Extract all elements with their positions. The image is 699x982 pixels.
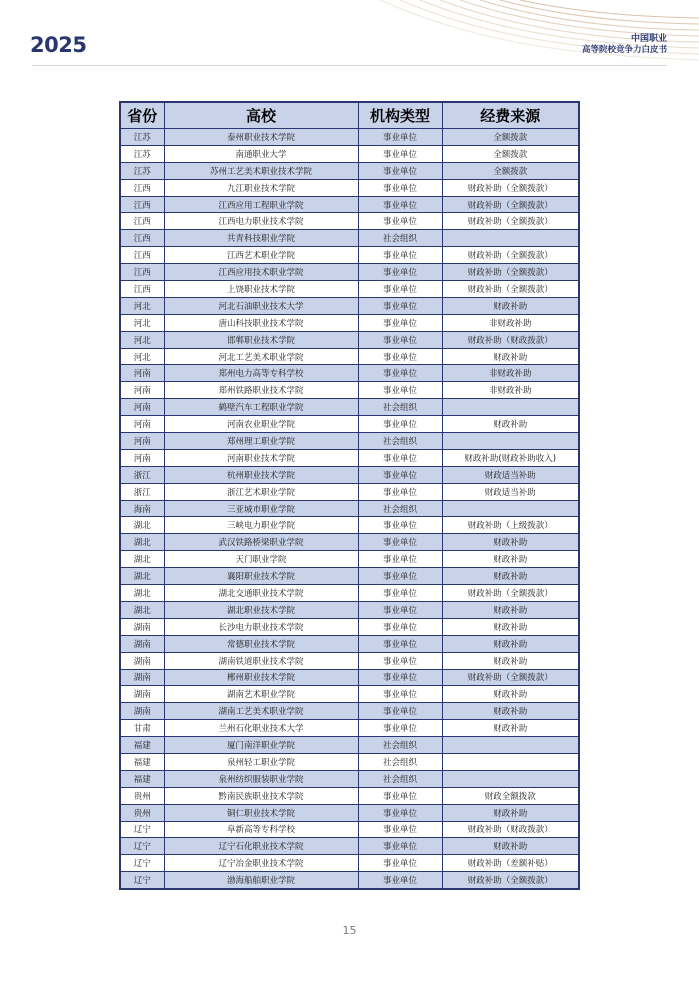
table-row [120, 247, 579, 264]
column-header-province: 省份 [120, 102, 164, 129]
table-header-row [120, 102, 579, 129]
header-divider [32, 65, 667, 66]
table-row [120, 179, 579, 196]
cell-funding [442, 399, 579, 416]
table-row [120, 297, 579, 314]
cell-org-type: 社会组织 [358, 770, 442, 787]
cell-province: 海南 [120, 500, 164, 517]
cell-school: 湖北职业技术学院 [164, 601, 358, 618]
cell-province: 河北 [120, 297, 164, 314]
cell-funding: 财政补助（全额拨款） [442, 264, 579, 281]
cell-school: 鹤壁汽车工程职业学院 [164, 399, 358, 416]
cell-province: 湖南 [120, 618, 164, 635]
cell-org-type: 事业单位 [358, 314, 442, 331]
report-brand [582, 34, 667, 56]
cell-school: 湖北交通职业技术学院 [164, 585, 358, 602]
cell-school: 河南农业职业学院 [164, 416, 358, 433]
cell-school: 长沙电力职业技术学院 [164, 618, 358, 635]
cell-funding: 非财政补助 [442, 365, 579, 382]
cell-funding: 财政适当补助 [442, 466, 579, 483]
cell-province: 湖北 [120, 568, 164, 585]
table-row [120, 331, 579, 348]
cell-funding: 财政补助 [442, 551, 579, 568]
table-row [120, 855, 579, 872]
table-row [120, 753, 579, 770]
cell-school: 辽宁冶金职业技术学院 [164, 855, 358, 872]
cell-org-type: 事业单位 [358, 162, 442, 179]
cell-org-type: 事业单位 [358, 872, 442, 889]
table-row [120, 568, 579, 585]
cell-org-type: 社会组织 [358, 230, 442, 247]
cell-province: 河南 [120, 433, 164, 450]
table-row [120, 787, 579, 804]
cell-province: 江西 [120, 196, 164, 213]
cell-org-type: 事业单位 [358, 213, 442, 230]
cell-province: 浙江 [120, 483, 164, 500]
cell-school: 上饶职业技术学院 [164, 281, 358, 298]
cell-funding: 财政补助 [442, 601, 579, 618]
cell-org-type: 事业单位 [358, 534, 442, 551]
cell-school: 三亚城市职业学院 [164, 500, 358, 517]
cell-funding: 财政补助 [442, 416, 579, 433]
cell-province: 江西 [120, 213, 164, 230]
cell-org-type: 事业单位 [358, 331, 442, 348]
institutions-table [119, 101, 580, 890]
table-row [120, 281, 579, 298]
cell-province: 河南 [120, 365, 164, 382]
table-row [120, 314, 579, 331]
brand-line-2: 高等院校竞争力白皮书 [581, 45, 667, 55]
cell-province: 江西 [120, 247, 164, 264]
cell-funding: 财政补助（全额拨款） [442, 213, 579, 230]
cell-org-type: 社会组织 [358, 753, 442, 770]
cell-org-type: 事业单位 [358, 145, 442, 162]
cell-school: 泉州纺织服装职业学院 [164, 770, 358, 787]
cell-school: 唐山科技职业技术学院 [164, 314, 358, 331]
table-row [120, 230, 579, 247]
cell-funding: 财政补助（全额拨款） [442, 196, 579, 213]
column-header-school: 高校 [164, 102, 358, 129]
cell-funding: 财政补助（全额拨款） [442, 669, 579, 686]
cell-school: 苏州工艺美术职业技术学院 [164, 162, 358, 179]
cell-funding: 财政补助（全额拨款） [442, 585, 579, 602]
cell-school: 湖南铁道职业技术学院 [164, 652, 358, 669]
cell-org-type: 事业单位 [358, 669, 442, 686]
cell-org-type: 事业单位 [358, 703, 442, 720]
cell-province: 辽宁 [120, 821, 164, 838]
cell-province: 江西 [120, 264, 164, 281]
cell-school: 兰州石化职业技术大学 [164, 720, 358, 737]
cell-school: 湖南工艺美术职业学院 [164, 703, 358, 720]
cell-school: 杭州职业技术学院 [164, 466, 358, 483]
cell-org-type: 社会组织 [358, 433, 442, 450]
cell-school: 江西艺术职业学院 [164, 247, 358, 264]
page-number: 15 [342, 924, 357, 937]
table-row [120, 838, 579, 855]
table-row [120, 416, 579, 433]
cell-org-type: 事业单位 [358, 517, 442, 534]
table-row [120, 129, 579, 146]
table-row [120, 585, 579, 602]
cell-province: 江苏 [120, 129, 164, 146]
cell-org-type: 事业单位 [358, 264, 442, 281]
cell-funding: 财政补助 [442, 652, 579, 669]
cell-province: 江西 [120, 230, 164, 247]
cell-org-type: 事业单位 [358, 483, 442, 500]
cell-province: 湖北 [120, 551, 164, 568]
cell-funding: 财政补助(财政补助收入) [442, 449, 579, 466]
table-row [120, 737, 579, 754]
cell-org-type: 事业单位 [358, 838, 442, 855]
cell-province: 湖南 [120, 635, 164, 652]
cell-org-type: 事业单位 [358, 601, 442, 618]
cell-org-type: 事业单位 [358, 247, 442, 264]
table-row [120, 382, 579, 399]
cell-org-type: 事业单位 [358, 585, 442, 602]
cell-school: 浙江艺术职业学院 [164, 483, 358, 500]
cell-funding: 财政补助 [442, 686, 579, 703]
cell-funding: 财政补助 [442, 568, 579, 585]
cell-school: 辽宁石化职业技术学院 [164, 838, 358, 855]
cell-province: 河北 [120, 348, 164, 365]
table-row [120, 500, 579, 517]
cell-school: 共青科技职业学院 [164, 230, 358, 247]
cell-funding [442, 770, 579, 787]
cell-school: 郑州电力高等专科学校 [164, 365, 358, 382]
cell-school: 河北工艺美术职业学院 [164, 348, 358, 365]
table-row [120, 534, 579, 551]
cell-org-type: 事业单位 [358, 348, 442, 365]
cell-funding: 财政全额拨款 [442, 787, 579, 804]
table-row [120, 804, 579, 821]
cell-province: 浙江 [120, 466, 164, 483]
cell-org-type: 事业单位 [358, 855, 442, 872]
cell-org-type: 事业单位 [358, 365, 442, 382]
cell-org-type: 事业单位 [358, 297, 442, 314]
cell-school: 三峡电力职业学院 [164, 517, 358, 534]
cell-school: 江西应用工程职业学院 [164, 196, 358, 213]
cell-funding: 财政适当补助 [442, 483, 579, 500]
cell-funding: 财政补助 [442, 297, 579, 314]
cell-funding: 非财政补助 [442, 314, 579, 331]
cell-school: 阜新高等专科学校 [164, 821, 358, 838]
table-row [120, 145, 579, 162]
table-row [120, 770, 579, 787]
table-row [120, 652, 579, 669]
cell-org-type: 事业单位 [358, 787, 442, 804]
cell-org-type: 事业单位 [358, 652, 442, 669]
cell-funding: 财政补助（财政拨款） [442, 331, 579, 348]
table-row [120, 483, 579, 500]
cell-funding: 全额拨款 [442, 162, 579, 179]
cell-province: 河南 [120, 449, 164, 466]
cell-province: 河南 [120, 416, 164, 433]
table-row [120, 669, 579, 686]
cell-province: 河南 [120, 399, 164, 416]
cell-school: 厦门南洋职业学院 [164, 737, 358, 754]
cell-org-type: 事业单位 [358, 551, 442, 568]
cell-school: 湖南艺术职业学院 [164, 686, 358, 703]
cell-org-type: 事业单位 [358, 416, 442, 433]
cell-school: 黔南民族职业技术学院 [164, 787, 358, 804]
cell-province: 辽宁 [120, 838, 164, 855]
cell-school: 河南职业技术学院 [164, 449, 358, 466]
cell-funding [442, 753, 579, 770]
cell-funding: 财政补助（财政拨款） [442, 821, 579, 838]
cell-school: 襄阳职业技术学院 [164, 568, 358, 585]
cell-school: 江西电力职业技术学院 [164, 213, 358, 230]
cell-funding: 财政补助（差额补贴） [442, 855, 579, 872]
cell-org-type: 事业单位 [358, 720, 442, 737]
cell-province: 江西 [120, 179, 164, 196]
column-header-funding: 经费来源 [442, 102, 579, 129]
cell-school: 郴州职业技术学院 [164, 669, 358, 686]
cell-funding: 非财政补助 [442, 382, 579, 399]
cell-funding [442, 500, 579, 517]
cell-funding: 财政补助 [442, 720, 579, 737]
cell-funding: 财政补助（全额拨款） [442, 179, 579, 196]
cell-school: 铜仁职业技术学院 [164, 804, 358, 821]
cell-funding: 财政补助（上级拨款） [442, 517, 579, 534]
cell-org-type: 事业单位 [358, 196, 442, 213]
cell-org-type: 社会组织 [358, 399, 442, 416]
cell-school: 常德职业技术学院 [164, 635, 358, 652]
cell-province: 河北 [120, 331, 164, 348]
table-row [120, 213, 579, 230]
cell-funding: 财政补助 [442, 635, 579, 652]
table-row [120, 449, 579, 466]
cell-school: 泉州轻工职业学院 [164, 753, 358, 770]
cell-province: 湖北 [120, 601, 164, 618]
table-row [120, 551, 579, 568]
cell-org-type: 事业单位 [358, 179, 442, 196]
cell-school: 九江职业技术学院 [164, 179, 358, 196]
cell-funding [442, 737, 579, 754]
cell-province: 湖南 [120, 652, 164, 669]
table-row [120, 821, 579, 838]
cell-funding: 全额拨款 [442, 129, 579, 146]
cell-org-type: 事业单位 [358, 466, 442, 483]
cell-province: 湖北 [120, 534, 164, 551]
table-row [120, 686, 579, 703]
cell-school: 河北石油职业技术大学 [164, 297, 358, 314]
cell-org-type: 事业单位 [358, 568, 442, 585]
table-row [120, 872, 579, 889]
cell-province: 湖南 [120, 669, 164, 686]
cell-funding: 财政补助 [442, 804, 579, 821]
cell-school: 渤海船舶职业学院 [164, 872, 358, 889]
table-row [120, 618, 579, 635]
cell-funding [442, 230, 579, 247]
table-row [120, 703, 579, 720]
table-row [120, 196, 579, 213]
table-row [120, 365, 579, 382]
cell-funding: 财政补助（全额拨款） [442, 872, 579, 889]
cell-province: 湖北 [120, 517, 164, 534]
cell-province: 江西 [120, 281, 164, 298]
table-row [120, 264, 579, 281]
cell-school: 泰州职业技术学院 [164, 129, 358, 146]
cell-province: 湖南 [120, 686, 164, 703]
table-row [120, 601, 579, 618]
cell-province: 湖南 [120, 703, 164, 720]
table-row [120, 399, 579, 416]
cell-org-type: 事业单位 [358, 618, 442, 635]
cell-school: 武汉铁路桥梁职业学院 [164, 534, 358, 551]
cell-school: 江西应用技术职业学院 [164, 264, 358, 281]
cell-province: 河南 [120, 382, 164, 399]
brand-line-1: 中国职业 [630, 34, 667, 44]
cell-school: 郑州理工职业学院 [164, 433, 358, 450]
cell-org-type: 事业单位 [358, 129, 442, 146]
cell-province: 贵州 [120, 804, 164, 821]
cell-funding: 财政补助 [442, 838, 579, 855]
cell-funding: 财政补助 [442, 348, 579, 365]
cell-school: 邯郸职业技术学院 [164, 331, 358, 348]
cell-org-type: 事业单位 [358, 821, 442, 838]
cell-funding: 财政补助 [442, 703, 579, 720]
cell-province: 福建 [120, 753, 164, 770]
cell-province: 江苏 [120, 145, 164, 162]
cell-school: 天门职业学院 [164, 551, 358, 568]
cell-school: 郑州铁路职业技术学院 [164, 382, 358, 399]
cell-province: 福建 [120, 770, 164, 787]
cell-funding: 财政补助 [442, 618, 579, 635]
cell-province: 湖北 [120, 585, 164, 602]
cell-province: 江苏 [120, 162, 164, 179]
cell-org-type: 社会组织 [358, 737, 442, 754]
cell-province: 河北 [120, 314, 164, 331]
cell-province: 甘肃 [120, 720, 164, 737]
cell-funding: 财政补助 [442, 534, 579, 551]
cell-province: 福建 [120, 737, 164, 754]
table-row [120, 433, 579, 450]
cell-org-type: 事业单位 [358, 804, 442, 821]
cell-org-type: 事业单位 [358, 281, 442, 298]
cell-org-type: 事业单位 [358, 382, 442, 399]
table-row [120, 466, 579, 483]
cell-org-type: 事业单位 [358, 449, 442, 466]
cell-org-type: 事业单位 [358, 635, 442, 652]
cell-funding: 财政补助（全额拨款） [442, 281, 579, 298]
report-year: 2025 [30, 33, 87, 57]
table-row [120, 348, 579, 365]
column-header-org-type: 机构类型 [358, 102, 442, 129]
cell-funding: 财政补助（全额拨款） [442, 247, 579, 264]
cell-org-type: 事业单位 [358, 686, 442, 703]
table-row [120, 720, 579, 737]
table-row [120, 162, 579, 179]
cell-funding: 全额拨款 [442, 145, 579, 162]
cell-school: 南通职业大学 [164, 145, 358, 162]
table-row [120, 517, 579, 534]
cell-province: 辽宁 [120, 855, 164, 872]
cell-funding [442, 433, 579, 450]
cell-province: 贵州 [120, 787, 164, 804]
cell-org-type: 社会组织 [358, 500, 442, 517]
cell-province: 辽宁 [120, 872, 164, 889]
table-row [120, 635, 579, 652]
